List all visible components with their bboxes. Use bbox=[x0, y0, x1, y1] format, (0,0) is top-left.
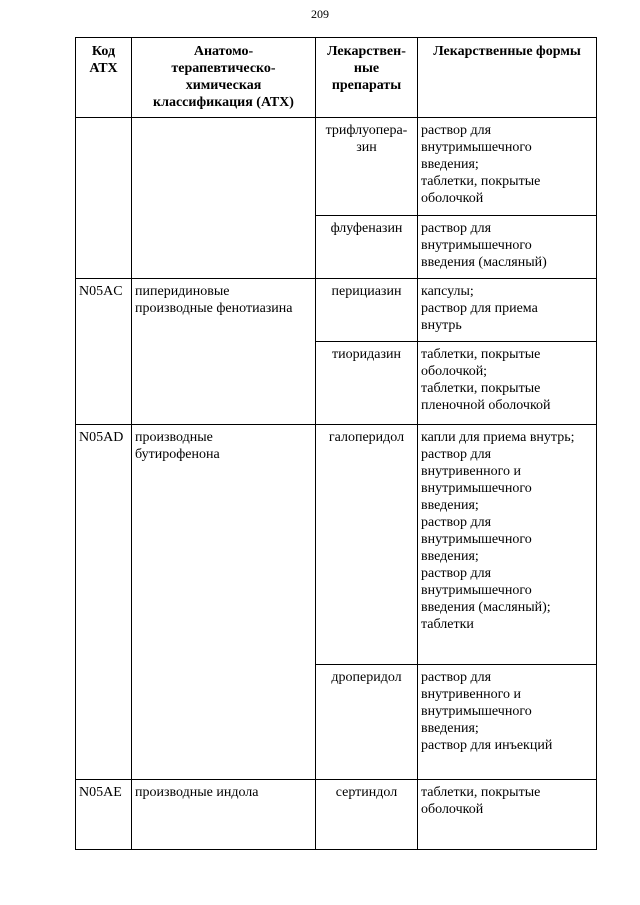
code-cell bbox=[76, 118, 132, 279]
code-cell: N05AD bbox=[76, 425, 132, 780]
table-row bbox=[76, 118, 597, 216]
classification-cell bbox=[132, 118, 316, 279]
drug-cell: дроперидол bbox=[316, 665, 418, 780]
classification-cell: производные индола bbox=[132, 780, 316, 850]
code-cell: N05AE bbox=[76, 780, 132, 850]
forms-cell: таблетки, покрытые оболочкой bbox=[418, 780, 597, 850]
classification-cell: производные бутирофенона bbox=[132, 425, 316, 780]
table-header-row bbox=[76, 38, 597, 118]
atx-table bbox=[75, 37, 597, 850]
drug-cell: тиоридазин bbox=[316, 342, 418, 425]
drug-cell: перициазин bbox=[316, 279, 418, 342]
table-row bbox=[76, 425, 597, 665]
forms-cell: таблетки, покрытые оболочкой; таблетки, покрытые пленочной оболочкой bbox=[418, 342, 597, 425]
drug-cell: трифлуопера- зин bbox=[316, 118, 418, 216]
drug-cell: сертиндол bbox=[316, 780, 418, 850]
code-cell: N05AC bbox=[76, 279, 132, 425]
forms-cell: раствор для внутримышечного введения; таблетки, покрытые оболочкой bbox=[418, 118, 597, 216]
forms-cell: капли для приема внутрь; раствор для внутривенного и внутримышечного введения; раствор для внутримышечного введения; раствор для внутримышечного введения (масляный); таблетки bbox=[418, 425, 597, 665]
table-row bbox=[76, 780, 597, 850]
header-forms: Лекарственные формы bbox=[418, 38, 597, 118]
header-classification: Анатомо- терапевтическо- химическая классификация (АТХ) bbox=[132, 38, 316, 118]
page-number: 209 bbox=[311, 7, 329, 21]
forms-cell: раствор для внутривенного и внутримышечного введения; раствор для инъекций bbox=[418, 665, 597, 780]
header-code: Код АТХ bbox=[76, 38, 132, 118]
forms-cell: капсулы; раствор для приема внутрь bbox=[418, 279, 597, 342]
drug-cell: галоперидол bbox=[316, 425, 418, 665]
forms-cell: раствор для внутримышечного введения (масляный) bbox=[418, 216, 597, 279]
classification-cell: пиперидиновые производные фенотиазина bbox=[132, 279, 316, 425]
drug-cell: флуфеназин bbox=[316, 216, 418, 279]
header-drugs: Лекарствен- ные препараты bbox=[316, 38, 418, 118]
table-row bbox=[76, 279, 597, 342]
